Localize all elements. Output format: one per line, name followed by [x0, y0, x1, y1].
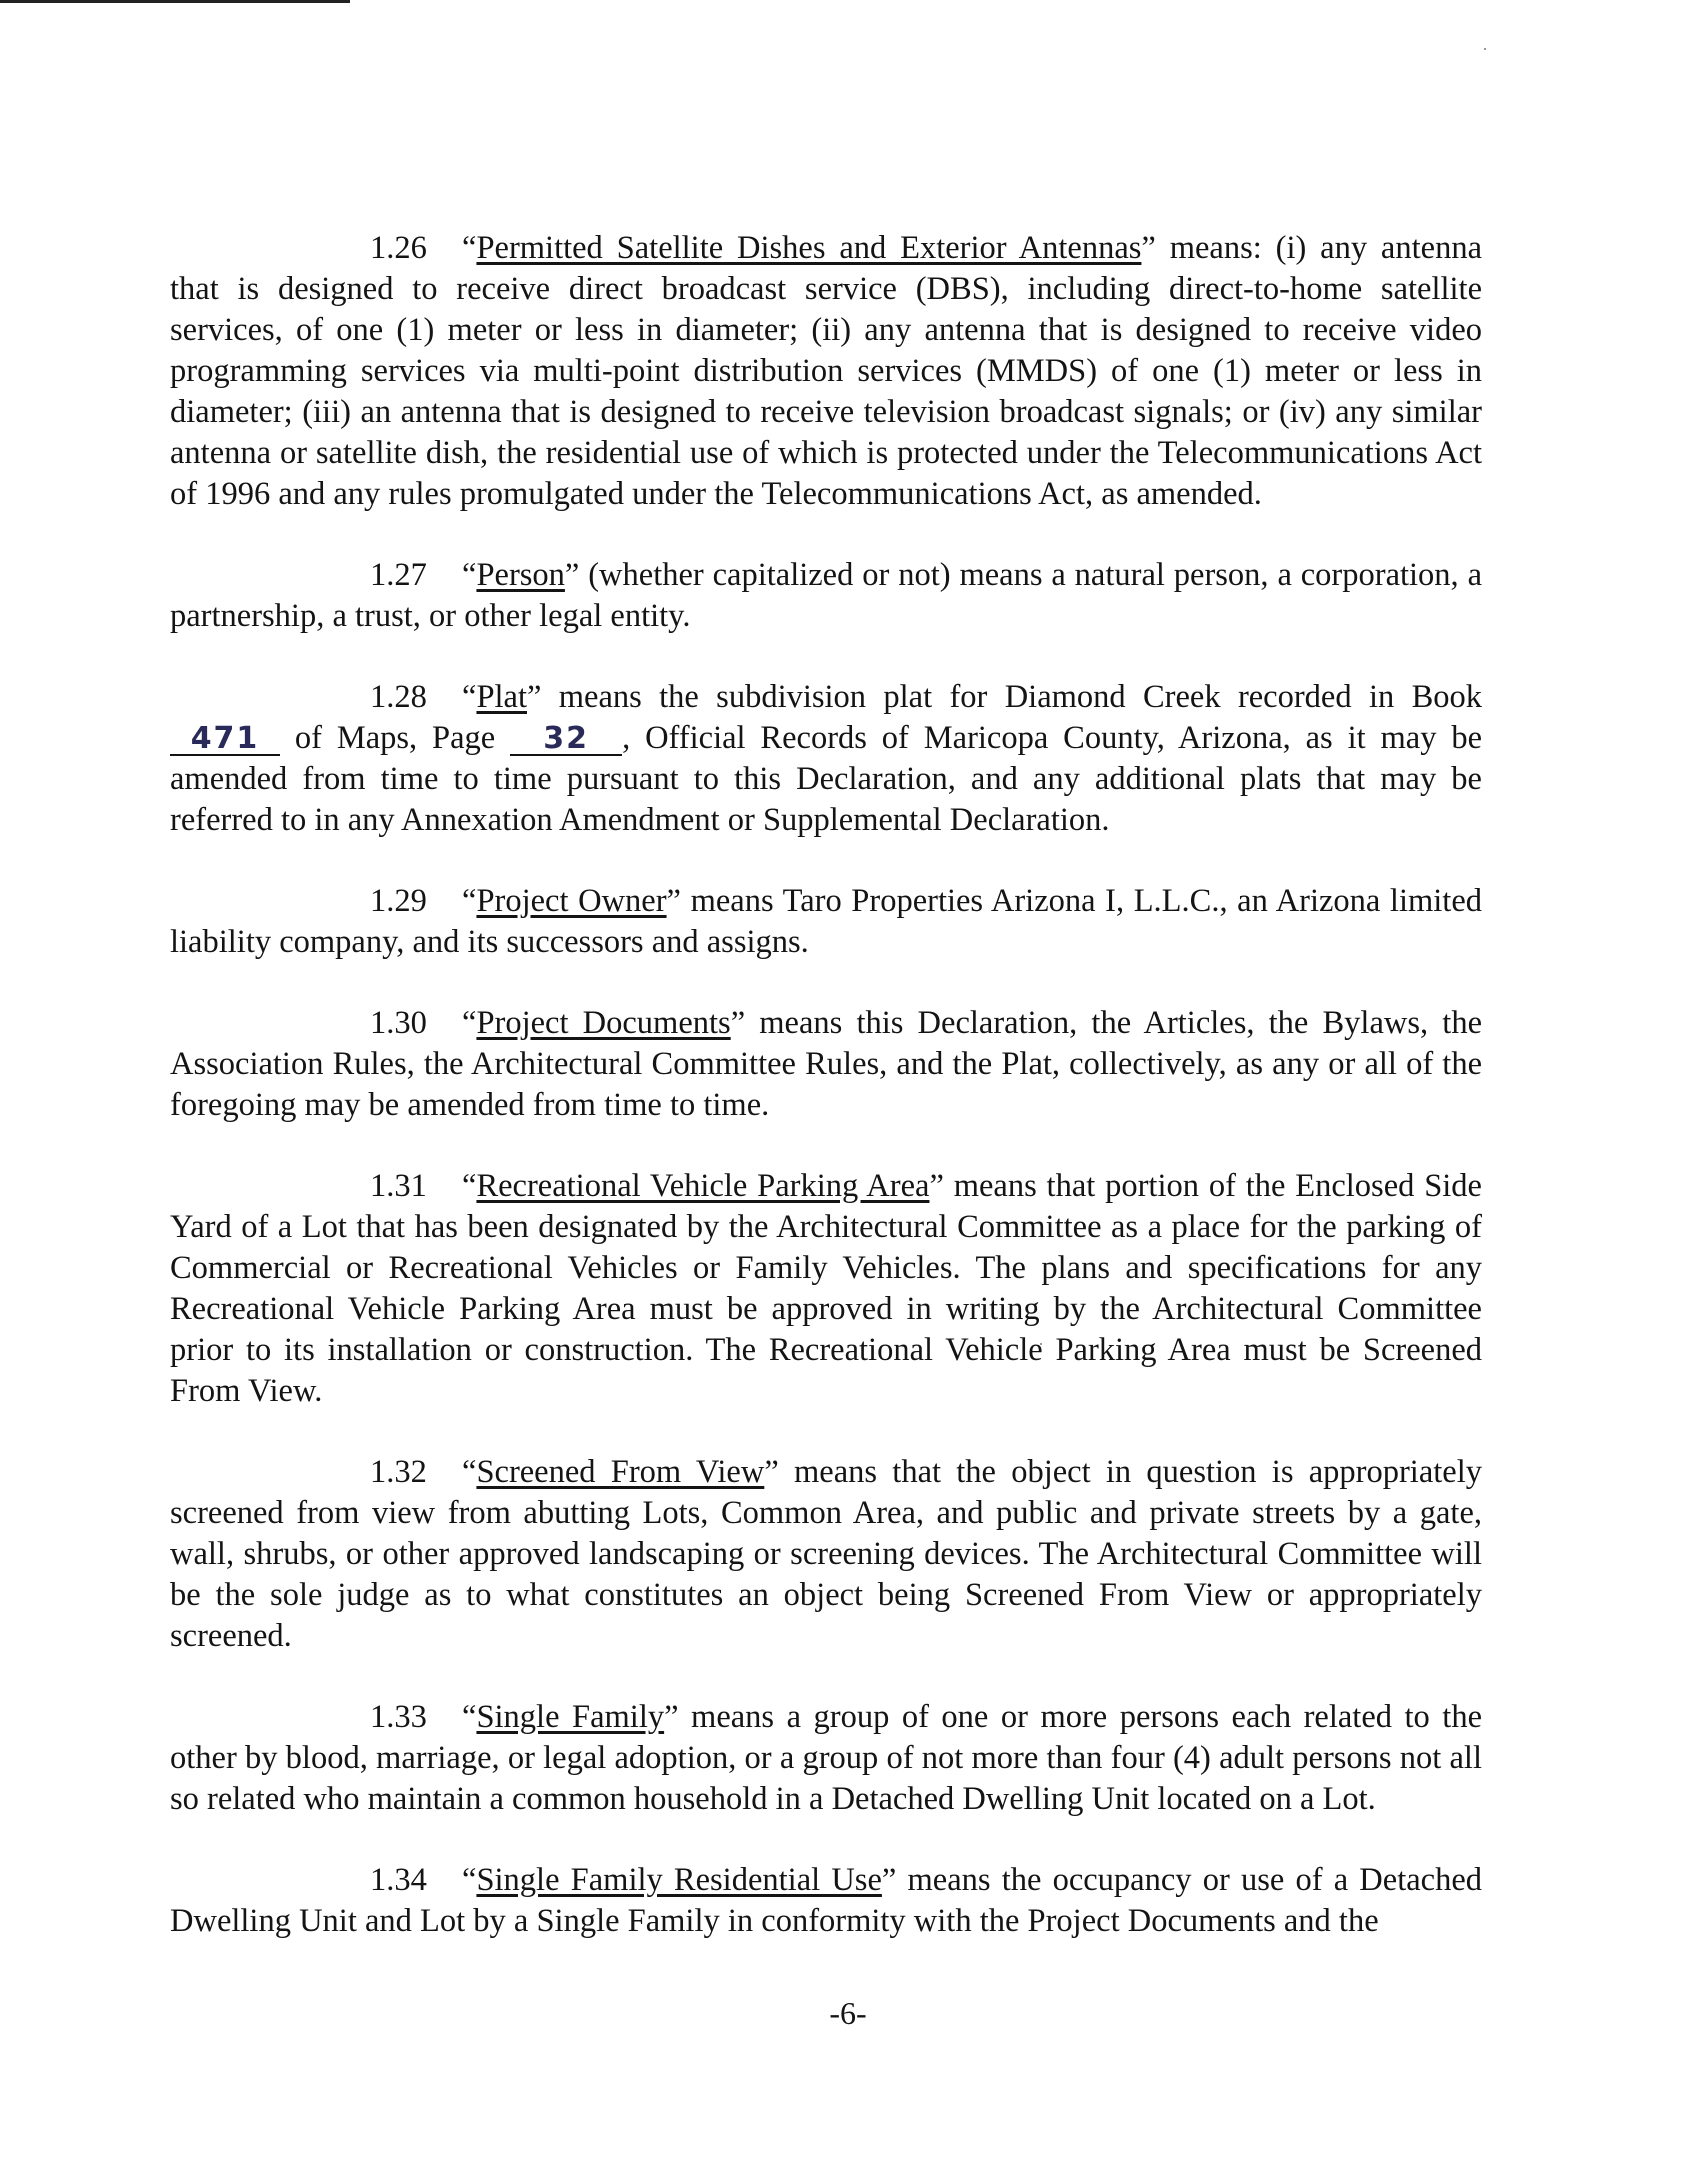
defined-term: Screened From View — [476, 1453, 765, 1490]
section-1-26 — [170, 228, 1482, 515]
scan-edge-mark — [0, 0, 350, 3]
open-quote: “ — [462, 229, 477, 266]
section-body: ” (whether capitalized or not) means a natural person, a corporation, a partnership, a trust, or other legal entity. — [170, 556, 1482, 634]
open-quote: “ — [462, 678, 477, 715]
section-body: ” means the occupancy or use of a Detached Dwelling Unit and Lot by a Single Family in conformity with the Project Documents and the — [170, 1861, 1483, 1939]
section-body: ” means that portion of the Enclosed Side Yard of a Lot that has been designated by the Architectural Committee as a place for the parking of Commercial or Recreational Vehicles or Family Vehicles. The plans and specifications for any Recreational Vehicle Parking Area must be approved in writing by the Architectural Committee prior to its installation or construction. The Recreational Vehicle Parking Area must be Screened From View. — [170, 1167, 1482, 1409]
book-number-handwritten: 471 — [190, 720, 260, 756]
section-1-27 — [170, 555, 1482, 637]
section-body: ” means this Declaration, the Articles, the Bylaws, the Association Rules, the Architectural Committee Rules, and the Plat, collectively, as any or all of the foregoing may be amended from time to time. — [170, 1004, 1482, 1123]
section-body-part-c: , Official Records of Maricopa County, Arizona, as it may be amended from time to time pursuant to this Declaration, and any additional plats that may be referred to in any Annexation Amendment or Supplemental Declaration. — [170, 719, 1482, 838]
defined-term: Permitted Satellite Dishes and Exterior Antennas — [476, 229, 1142, 266]
section-1-32 — [170, 1452, 1482, 1657]
section-number: 1.31 — [370, 1167, 427, 1204]
section-1-34 — [170, 1860, 1482, 1942]
page-number: -6- — [829, 1995, 867, 2031]
section-number: 1.33 — [370, 1698, 427, 1735]
section-body: ” means a group of one or more persons each related to the other by blood, marriage, or legal adoption, or a group of not more than four (4) adult persons not all so related who maintain a common household in a Detached Dwelling Unit located on a Lot. — [170, 1698, 1482, 1817]
defined-term: Project Documents — [476, 1004, 731, 1041]
open-quote: “ — [462, 882, 477, 919]
section-number: 1.30 — [370, 1004, 427, 1041]
section-1-29 — [170, 881, 1482, 963]
section-body: ” means: (i) any antenna that is designed to receive direct broadcast service (DBS), including direct-to-home satellite services, of one (1) meter or less in diameter; (ii) any antenna that is designed to receive video programming services via multi-point distribution services (MMDS) of one (1) meter or less in diameter; (iii) an antenna that is designed to receive television broadcast signals; or (iv) any similar antenna or satellite dish, the residential use of which is protected under the Telecommunications Act of 1996 and any rules promulgated under the Telecommunications Act, as amended. — [170, 229, 1482, 512]
section-1-31 — [170, 1166, 1482, 1412]
open-quote: “ — [462, 556, 477, 593]
section-number: 1.34 — [370, 1861, 427, 1898]
section-1-33 — [170, 1697, 1482, 1820]
book-number-blank — [170, 720, 280, 756]
section-number: 1.26 — [370, 229, 427, 266]
defined-term: Recreational Vehicle Parking Area — [476, 1167, 930, 1204]
document-page — [170, 195, 1482, 1982]
open-quote: “ — [462, 1698, 477, 1735]
section-number: 1.27 — [370, 556, 427, 593]
open-quote: “ — [462, 1004, 477, 1041]
section-number: 1.29 — [370, 882, 427, 919]
section-number: 1.32 — [370, 1453, 427, 1490]
section-1-30 — [170, 1003, 1482, 1126]
section-1-28 — [170, 677, 1482, 841]
section-body-part-b: of Maps, Page — [280, 719, 511, 756]
defined-term: Project Owner — [476, 882, 667, 919]
section-body-part-a: ” means the subdivision plat for Diamond Creek recorded in Book — [527, 678, 1482, 715]
defined-term: Single Family Residential Use — [476, 1861, 882, 1898]
section-body: ” means Taro Properties Arizona I, L.L.C., an Arizona limited liability company, and its successors and assigns. — [170, 882, 1483, 960]
section-number: 1.28 — [370, 678, 427, 715]
defined-term: Single Family — [476, 1698, 665, 1735]
open-quote: “ — [462, 1861, 477, 1898]
open-quote: “ — [462, 1453, 477, 1490]
open-quote: “ — [462, 1167, 477, 1204]
page-number-handwritten: 32 — [543, 720, 589, 756]
scan-speck — [1484, 48, 1486, 50]
defined-term: Plat — [476, 678, 527, 715]
page-number-blank — [510, 720, 622, 756]
section-body: ” means that the object in question is appropriately screened from view from abutting Lots, Common Area, and public and private streets by a gate, wall, shrubs, or other approved landscaping or screening devices. The Architectural Committee will be the sole judge as to what constitutes an object being Screened From View or appropriately screened. — [170, 1453, 1482, 1654]
defined-term: Person — [476, 556, 565, 593]
